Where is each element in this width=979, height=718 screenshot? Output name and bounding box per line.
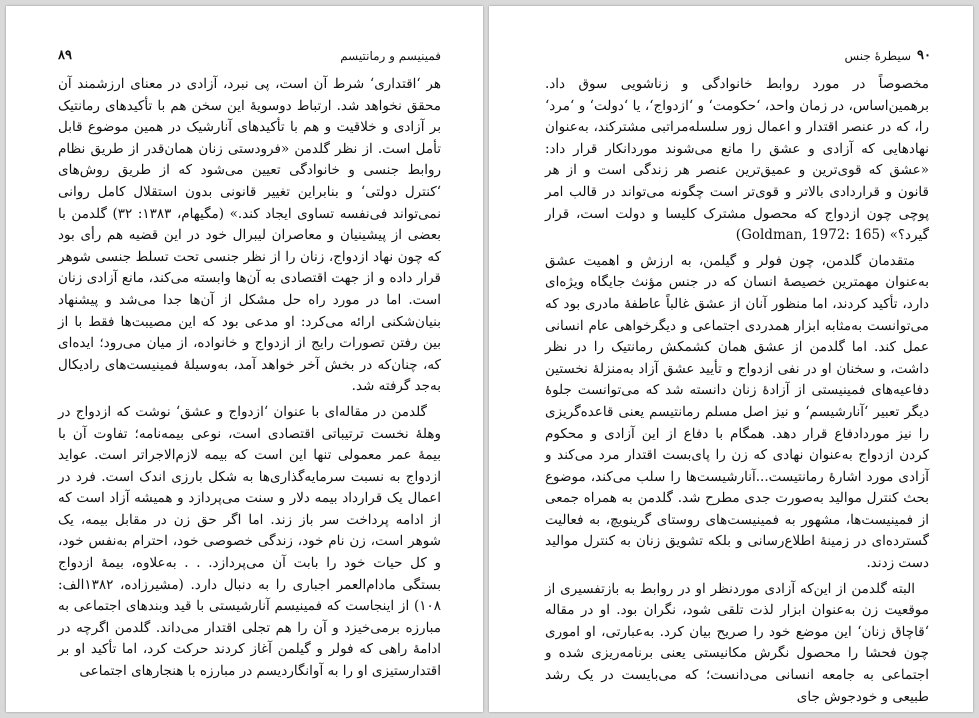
left-page-body xyxy=(58,74,441,683)
right-header-title: سیطرهٔ جنس xyxy=(844,48,912,63)
left-paragraph-1: هر ‘اقتداری‘ شرط آن است، پی نبرد، آزادی در معنای ارزشمند آن محقق نخواهد شد. ارتباط دوسویهٔ این سخن هم با تأکیدهای رمانتیک بر آزادی و خلاقیت و هم با تأکیدهای آنارشیک در همین موضوع قابل تأمل است. از نظر گلدمن «فرودستی زنان همان‌قدر از طریق نظام روابط جنسی و خانوادگی تعیین می‌شود که از طریق روش‌های ‘کنترل دولتی‘ و بنابراین تغییر قانونی بدون استقلال کامل روانی نمی‌تواند فی‌نفسه تساوی ایجاد کند.» (مگیهام، ۱۳۸۳: ۳۲) گلدمن با بعضی از پیشینیان و معاصران لیبرال خود در این قضیه هم رأی بود که چون نهاد ازدواج، زنان را از نظر جنسی تحت تسلط جنسی شوهر قرار داده و از جهت اقتصادی به آن‌ها وابسته می‌کند، مانع آزادی زنان است. اما در مورد راه حل مشکل از آن‌ها جدا می‌شد و پیشنهاد بنیان‌شکنی ارائه می‌کرد: او مدعی بود که این مصیبت‌ها فقط با از بین رفتن تصورات رایج از ازدواج و خانواده، از میان می‌رود؛ ایده‌ای که، چنان‌که در بخش آخر خواهد آمد، به‌وسیلهٔ فمینیست‌های رادیکال به‌جد گرفته شد. xyxy=(58,76,441,395)
right-paragraph-3: البته گلدمن از این‌که آزادی موردنظر او در روابط به بازتفسیری از موقعیت زن به‌عنوان ابزار لذت تلقی شود، نگران بود. او در مقاله ‘قاچاق زنان‘ این موضع خود را صریح بیان کرد. به‌عبارتی، او اموری چون فحشا را محصول نگرش مکانیستی یعنی برنامه‌ریزی شده و اجتماعی به جامعه انسانی می‌دانست؛ که می‌بایست در یک رشد طبیعی و خودجوش جای xyxy=(545,580,929,705)
left-page xyxy=(6,6,483,712)
right-page-body xyxy=(545,74,929,708)
right-paragraph-2: متقدمان گلدمن، چون فولر و گیلمن، به ارزش و اهمیت عشق به‌عنوان مهمترین خصیصهٔ انسان که در جنس مؤنث جایگاه ویژه‌ای دارد، تأکید کردند، اما منظور آنان از عشق غالباً عاطفهٔ مادری بود که می‌توانست به‌مثابه ابزار همدردی اجتماعی و دیگرخواهی عام انسانی عمل کند. اما گلدمن از عشق همان کشمکش رمانتیک را در نظر داشت، و سخنان او در نفی ازدواج و تأیید عشق آزاد به‌منزلهٔ نخستین دفاعیه‌های فمینیستی از آزادهٔ زنان دانسته شد که می‌توانست جلوهٔ دیگر تعبیر ‘آنارشیسم‘ و نیز اصل مسلم رمانتیسم یعنی قاعده‌گریزی را نیز موردادفاع قرار دهد. همگام با دفاع از این آزادی و محکوم کردن ازدواج به‌عنوان نهادی که زن را پای‌بست اقتدار مرد می‌کند و آزادی مورد اشارهٔ رمانتیست...آنارشیست‌ها را سلب می‌کند، موضوع بحث کنترل موالید به‌صورت جدی مطرح شد. گلدمن به همراه جمعی از فمینیست‌ها، مشهور به فمینیست‌های روستای گرینویچ، به فعالیت گسترده‌ای در زمینهٔ اطلاع‌رسانی و بلکه تشویق زنان به کنترل موالید دست زدند. xyxy=(545,252,929,572)
left-header-title: فمینیسم و رمانتیسم xyxy=(340,48,441,63)
right-paragraph-1: مخصوصاً در مورد روابط خانوادگی و زناشویی سوق داد. برهمین‌اساس، در زمان واحد، ‘حکومت‘ و ‘ازدواج‘، یا ‘دولت‘ و ‘مرد‘ را، که در عنصر اقتدار و اعمال زور سلسله‌مراتبی مشترکند، به‌عنوان نهادهایی که آزادی و عشق را مانع می‌شوند موردانکار قرار داد: «عشق که قوی‌ترین و عمیق‌ترین عنصر هر زندگی است و از هر قانون و قراردادی بالاتر و قوی‌تر است چگونه می‌تواند در قالب امر پوچی چون ازدواج که محصول مشترک کلیسا و دولت است، قرار گیرد؟» (Goldman, 1972: 165) xyxy=(545,76,929,244)
left-page-header xyxy=(58,48,441,63)
right-page-number: ۹۰ xyxy=(917,48,931,63)
right-page xyxy=(489,6,973,712)
left-page-number: ۸۹ xyxy=(58,48,72,63)
left-paragraph-2: گلدمن در مقاله‌ای با عنوان ‘ازدواج و عشق‘ نوشت که ازدواج در وهلهٔ نخست ترتیباتی اقتصادی است، نوعی بیمه‌نامه؛ تفاوت آن با بیمهٔ عمر معمولی تنها این است که بیمه لازم‌الاجراتر است. عواید ازدواج به نسبت سرمایه‌گذاری‌ها به شکل بارزی اندک است. فرد در اعمال یک قرارداد بیمه دلار و سنت می‌پردازد و همیشه آزاد است که از ادامه پرداخت سر باز زند. اما اگر حق زن در مقابل بیمه، یک شوهر است، زن نام خود، زندگی خصوصی خود، احترام به‌نفس خود، و کل حیات خود را بابت آن می‌پردازد. . . به‌علاوه، بیمهٔ ازدواج بستگی مادام‌العمر اجباری را به دنبال دارد. (مشیرزاده، ۱۳۸۲الف: ۱۰۸) از اینجاست که فمینیسم آنارشیستی با قید وبندهای اجتماعی به مبارزه برمی‌خیزد و آن را هم تجلی اقتدار می‌داند. گلدمن اگرچه در ادامهٔ راهی که فولر و گیلمن آغاز کردند حرکت کرد، اما تأکید او بر اقتدارستیزی او را به آوانگاردیسم در مبارزه با هنجارهای اجتماعی xyxy=(58,403,441,680)
right-page-header xyxy=(541,48,931,63)
